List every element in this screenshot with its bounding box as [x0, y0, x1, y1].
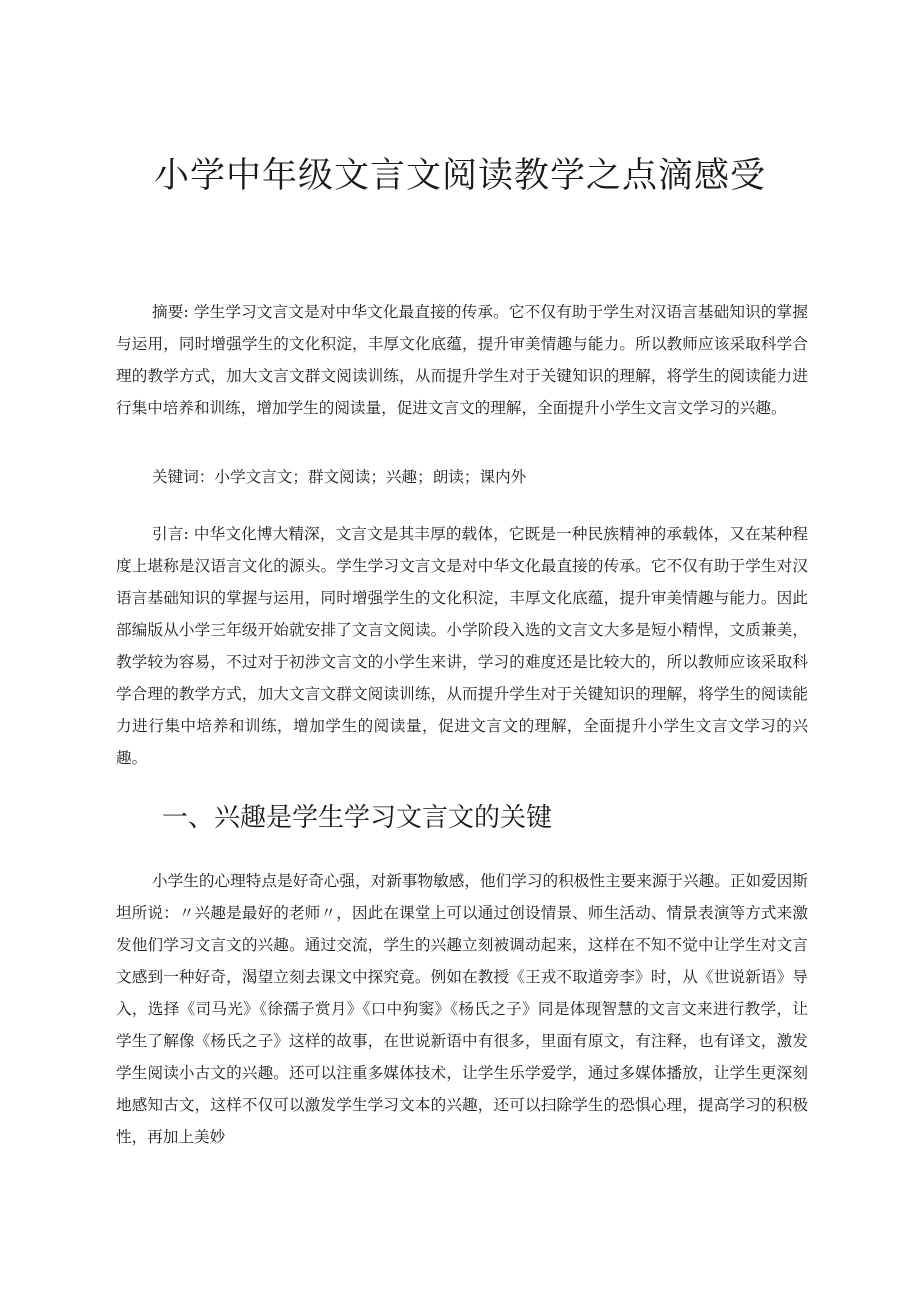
introduction-paragraph: 引言: 中华文化博大精深，文言文是其丰厚的载体，它既是一种民族精神的承载体，又在某种程度上堪称是汉语言文化的源头。学生学习文言文是对中华文化最直接的传承。它不仅有助于学生对汉语言基础知识的掌握与运用，同时增强学生的文化积淀，丰厚文化底蕴，提升审美情趣与能力。因此部编版从小学三年级开始就安排了文言文阅读。小学阶段入选的文言文大多是短小精悍，文质兼美，教学较为容易，不过对于初涉文言文的小学生来讲，学习的难度还是比较大的，所以教师应该采取科学合理的教学方式，加大文言文群文阅读训练，从而提升学生对于关键知识的理解，将学生的阅读能力进行集中培养和训练，增加学生的阅读量，促进文言文的理解，全面提升小学生文言文学习的兴趣。: [116, 525, 808, 767]
section-1-heading: 一、兴趣是学生学习文言文的关键: [162, 803, 553, 833]
section-1-body: 小学生的心理特点是好奇心强，对新事物敏感，他们学习的积极性主要来源于兴趣。正如爱因斯坦所说：〃兴趣是最好的老师〃，因此在课堂上可以通过创设情景、师生活动、情景表演等方式来激发他们学习文言文的兴趣。通过交流，学生的兴趣立刻被调动起来，这样在不知不觉中让学生对文言文感到一种好奇，渴望立刻去课文中探究竟。例如在教授《王戎不取道旁李》时，从《世说新语》导入，选择《司马光》《徐孺子赏月》《口中狗窦》《杨氏之子》同是体现智慧的文言文来进行教学，让学生了解像《杨氏之子》这样的故事，在世说新语中有很多，里面有原文，有注释，也有译文，激发学生阅读小古文的兴趣。还可以注重多媒体技术，让学生乐学爱学，通过多媒体播放，让学生更深刻地感知古文，这样不仅可以激发学生学习文本的兴趣，还可以扫除学生的恐惧心理，提高学习的积极性，再加上美妙: [116, 872, 808, 1146]
abstract-paragraph: 摘要: 学生学习文言文是对中华文化最直接的传承。它不仅有助于学生对汉语言基础知识的掌握与运用，同时增强学生的文化积淀，丰厚文化底蕴，提升审美情趣与能力。所以教师应该采取科学合理的教学方式，加大文言文群文阅读训练，从而提升学生对于关键知识的理解，将学生的阅读能力进行集中培养和训练，增加学生的阅读量，促进文言文的理解，全面提升小学生文言文学习的兴趣。: [116, 303, 808, 417]
document-title: 小学中年级文言文阅读教学之点滴感受: [153, 156, 766, 196]
keywords-paragraph: 关键词：小学文言文；群文阅读；兴趣；朗读；课内外: [152, 468, 527, 486]
